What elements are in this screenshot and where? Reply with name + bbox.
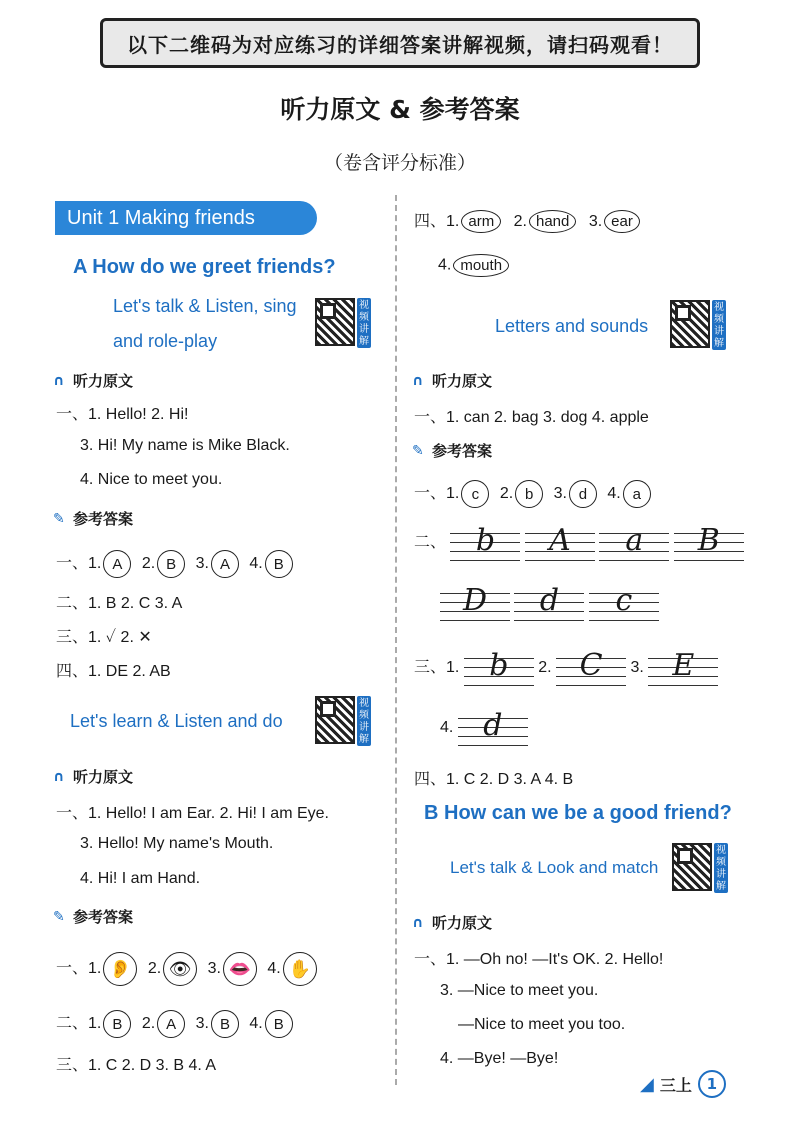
tag-label: 参考答案 <box>73 510 134 528</box>
answer-line <box>438 254 517 277</box>
circled-answer: B <box>265 550 293 578</box>
listen-line: 4. —Bye! —Bye! <box>440 1050 559 1067</box>
listening-tag <box>412 912 492 933</box>
lesson-title: Let's talk & Look and match <box>450 858 659 877</box>
written-letter: D <box>440 585 510 621</box>
tag-label: 参考答案 <box>432 442 493 460</box>
question-number: 3. <box>553 485 567 503</box>
answer-tag <box>53 906 133 927</box>
listening-tag <box>53 370 133 391</box>
writing-row <box>440 585 659 621</box>
lesson-title: Let's learn & Listen and do <box>70 711 283 731</box>
question-number: 4. <box>267 960 281 978</box>
tag-label: 听力原文 <box>73 768 134 786</box>
listen-line: 一、1. Hello! I am Ear. 2. Hi! I am Eye. <box>56 805 329 822</box>
answer-line: 二、1. B 2. C 3. A <box>56 595 183 612</box>
circled-word: arm <box>461 210 501 233</box>
qr-label: 视频讲解 <box>716 845 726 892</box>
circled-word: mouth <box>453 254 509 277</box>
listening-tag <box>53 766 133 787</box>
page-title: 听力原文 & 参考答案 <box>280 95 520 124</box>
headphones-icon: ∩ <box>53 768 65 785</box>
qr-label: 视频讲解 <box>359 698 369 745</box>
written-letter: d <box>458 710 528 746</box>
listen-line: 3. —Nice to meet you. <box>440 982 599 999</box>
listening-tag <box>412 370 492 391</box>
answer-line <box>56 550 299 578</box>
written-letter: E <box>648 650 718 686</box>
answer-tag <box>412 440 492 461</box>
qr-code-icon <box>315 298 355 346</box>
listen-line: —Nice to meet you too. <box>458 1016 626 1033</box>
written-letter: a <box>599 525 669 561</box>
question-number: 3. <box>195 1015 209 1033</box>
qr-code[interactable] <box>670 300 730 350</box>
written-letter: A <box>525 525 595 561</box>
answer-line <box>414 480 657 508</box>
answer-line <box>56 1010 299 1038</box>
writing-row <box>440 710 528 746</box>
circled-answer: B <box>265 1010 293 1038</box>
question-number: 2. <box>513 213 527 230</box>
qr-code-icon <box>672 843 712 891</box>
bird-icon: ◢ <box>640 1073 654 1095</box>
tag-label: 参考答案 <box>73 908 134 926</box>
listen-line: 4. Nice to meet you. <box>80 471 223 488</box>
question-number: 二、1. <box>56 1015 102 1033</box>
writing-row <box>414 525 744 561</box>
written-letter: b <box>450 525 520 561</box>
circled-answer: B <box>211 1010 239 1038</box>
question-number: 4. <box>249 555 263 573</box>
question-number: 3. <box>588 213 603 230</box>
question-number: 2. <box>141 555 156 573</box>
writing-row <box>414 650 718 686</box>
circled-word: ear <box>604 210 640 233</box>
question-number: 2. <box>147 960 162 978</box>
headphones-icon: ∩ <box>53 372 65 389</box>
answer-line <box>56 952 323 986</box>
question-number: 一、1. <box>414 485 460 503</box>
listen-line: 4. Hi! I am Hand. <box>80 870 201 887</box>
circled-answer: B <box>103 1010 131 1038</box>
lesson-title: Let's talk & Listen, sing <box>113 296 297 316</box>
qr-label: 视频讲解 <box>714 302 724 349</box>
qr-code[interactable] <box>672 843 732 893</box>
question-number: 二、 <box>414 534 447 552</box>
question-number: 4. <box>440 719 454 737</box>
page-footer <box>640 1070 726 1098</box>
page-subtitle: （卷含评分标准） <box>323 152 476 174</box>
lesson-title: Letters and sounds <box>495 316 649 336</box>
answer-line: 四、1. C 2. D 3. A 4. B <box>414 771 574 788</box>
circled-answer: c <box>461 480 489 508</box>
question-number: 2. <box>499 485 514 503</box>
qr-code-icon <box>315 696 355 744</box>
circled-answer: d <box>569 480 597 508</box>
answer-line: 四、1. DE 2. AB <box>56 663 171 680</box>
circled-answer: b <box>515 480 543 508</box>
qr-code[interactable] <box>315 298 375 348</box>
listen-line: 3. Hello! My name's Mouth. <box>80 835 274 852</box>
answer-line: 三、1. ✓ 2. ✕ <box>56 629 152 646</box>
answer-tag <box>53 508 133 529</box>
written-letter: c <box>589 585 659 621</box>
question-number: 4. <box>438 256 452 274</box>
page-number: 1 <box>698 1070 726 1098</box>
tag-label: 听力原文 <box>432 372 493 390</box>
written-letter: C <box>556 650 626 686</box>
header-banner: 以下二维码为对应练习的详细答案讲解视频，请扫码观看！ <box>100 18 700 68</box>
question-number: 2. <box>141 1015 156 1033</box>
circled-word: hand <box>529 210 576 233</box>
question-number: 2. <box>538 659 552 677</box>
lesson-title-cont: and role-play <box>113 331 218 351</box>
circled-answer: A <box>211 550 239 578</box>
question-number: 3. <box>630 659 644 677</box>
tag-label: 听力原文 <box>73 372 134 390</box>
unit-tab: Unit 1 Making friends <box>55 201 317 235</box>
written-letter: B <box>674 525 744 561</box>
pencil-icon: ✎ <box>412 442 424 459</box>
written-letter: b <box>464 650 534 686</box>
listen-line: 一、1. —Oh no! —It's OK. 2. Hello! <box>414 951 664 968</box>
question-number: 三、1. <box>414 659 460 677</box>
listen-line: 一、1. can 2. bag 3. dog 4. apple <box>414 409 649 426</box>
pencil-icon: ✎ <box>53 510 65 527</box>
question-number: 3. <box>195 555 209 573</box>
question-number: 一、1. <box>56 555 102 573</box>
circled-answer: B <box>157 550 185 578</box>
question-number: 4. <box>607 485 621 503</box>
qr-code-icon <box>670 300 710 348</box>
question-number: 一、1. <box>56 960 102 978</box>
written-letter: d <box>514 585 584 621</box>
mouth-icon: 👄 <box>223 952 257 986</box>
section-b-heading: B How can we be a good friend? <box>424 802 732 824</box>
pencil-icon: ✎ <box>53 908 65 925</box>
headphones-icon: ∩ <box>412 914 424 931</box>
eye-icon: 👁 <box>163 952 197 986</box>
question-number: 四、1. <box>414 213 460 230</box>
question-number: 3. <box>207 960 221 978</box>
circled-answer: a <box>623 480 651 508</box>
qr-label: 视频讲解 <box>359 300 369 347</box>
headphones-icon: ∩ <box>412 372 424 389</box>
qr-code[interactable] <box>315 696 375 746</box>
circled-answer: A <box>157 1010 185 1038</box>
circled-answer: A <box>103 550 131 578</box>
grade-label: 三上 <box>659 1075 692 1095</box>
section-a-heading: A How do we greet friends? <box>73 256 336 278</box>
hand-icon: ✋ <box>283 952 317 986</box>
tag-label: 听力原文 <box>432 914 493 932</box>
question-number: 4. <box>249 1015 263 1033</box>
listen-line: 一、1. Hello! 2. Hi! <box>56 406 189 423</box>
column-divider <box>395 195 397 1085</box>
listen-line: 3. Hi! My name is Mike Black. <box>80 437 290 454</box>
answer-line: 三、1. C 2. D 3. B 4. A <box>56 1057 217 1074</box>
answer-line <box>414 208 648 233</box>
ear-icon: 👂 <box>103 952 137 986</box>
